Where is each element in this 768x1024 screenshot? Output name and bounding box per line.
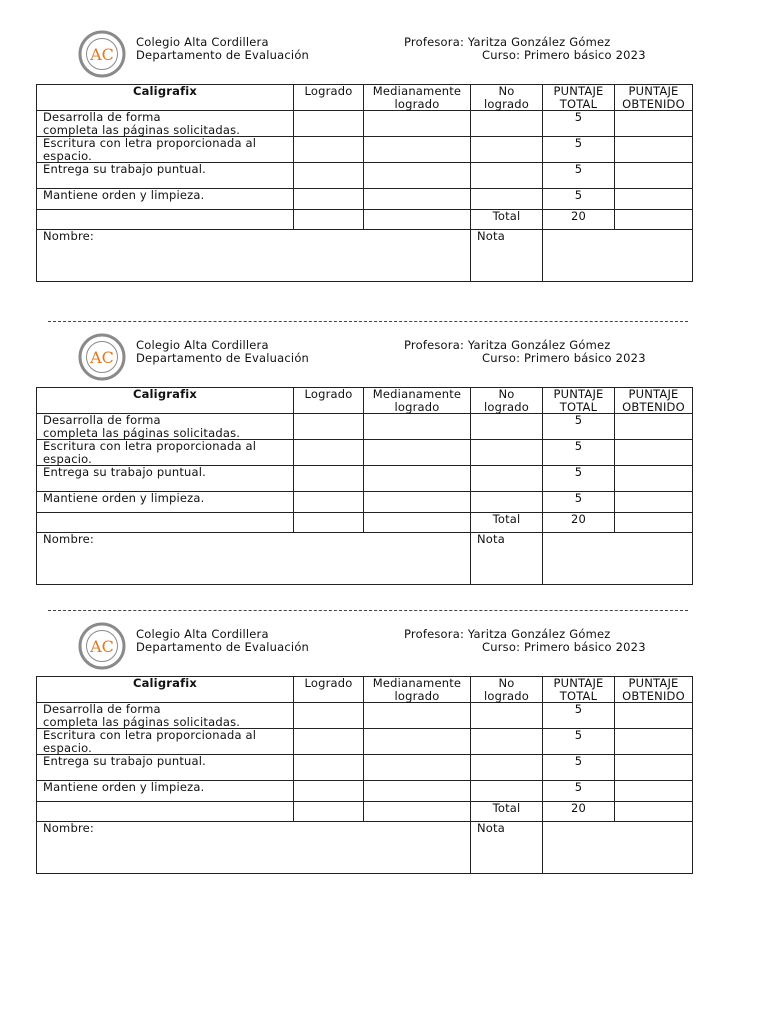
- achieved-cell[interactable]: [294, 111, 364, 137]
- teacher-name: Profesora: Yaritza González Gómez: [404, 627, 611, 641]
- criterion-cell: Entrega su trabajo puntual.: [37, 755, 294, 781]
- name-row: [37, 533, 693, 585]
- grade-label: Nota: [477, 821, 505, 835]
- column-header-text: PUNTAJE TOTAL: [553, 84, 604, 111]
- teacher-name: Profesora: Yaritza González Gómez: [404, 338, 611, 352]
- criterion-text: Escritura con letra proporcionada al espacio.: [43, 728, 257, 755]
- cut-line: [48, 610, 688, 611]
- name-row: [37, 822, 693, 874]
- not-achieved-cell[interactable]: [471, 189, 543, 210]
- rubric-block-1: [36, 30, 692, 282]
- column-header: Caligrafix: [37, 85, 294, 111]
- criterion-text: Desarrolla de forma completa las páginas solicitadas.: [43, 702, 241, 729]
- achieved-cell[interactable]: [294, 440, 364, 466]
- column-header-text: Medianamente logrado: [372, 676, 462, 703]
- teacher-info: [404, 628, 646, 654]
- total-row: [37, 802, 693, 822]
- total-label: Total: [471, 513, 543, 533]
- school-info: [136, 339, 309, 365]
- column-header: [471, 677, 543, 703]
- column-header: Caligrafix: [37, 677, 294, 703]
- column-header: [543, 85, 615, 111]
- partially-achieved-cell[interactable]: [364, 440, 471, 466]
- not-achieved-cell[interactable]: [471, 414, 543, 440]
- department-name: Departamento de Evaluación: [136, 351, 310, 365]
- table-row: [37, 440, 693, 466]
- table-row: [37, 703, 693, 729]
- not-achieved-cell[interactable]: [471, 111, 543, 137]
- name-row: [37, 230, 693, 282]
- not-achieved-cell[interactable]: [471, 440, 543, 466]
- school-logo-icon: [78, 622, 126, 670]
- name-label: Nombre:: [43, 229, 94, 243]
- column-header: [543, 677, 615, 703]
- total-points: 20: [543, 210, 615, 230]
- table-row: [37, 466, 693, 492]
- achieved-cell[interactable]: [294, 703, 364, 729]
- column-header-text: PUNTAJE TOTAL: [553, 387, 604, 414]
- obtained-cell[interactable]: [615, 111, 693, 137]
- not-achieved-cell[interactable]: [471, 137, 543, 163]
- total-obtained-cell[interactable]: [615, 802, 693, 822]
- obtained-cell[interactable]: [615, 137, 693, 163]
- partially-achieved-cell[interactable]: [364, 703, 471, 729]
- criterion-cell: [37, 440, 294, 466]
- table-row: [37, 729, 693, 755]
- grade-field[interactable]: [543, 230, 693, 282]
- criterion-cell: [37, 111, 294, 137]
- obtained-cell[interactable]: [615, 189, 693, 210]
- not-achieved-cell[interactable]: [471, 729, 543, 755]
- empty-cell: [294, 210, 364, 230]
- partially-achieved-cell[interactable]: [364, 466, 471, 492]
- column-header-text: Medianamente logrado: [372, 387, 462, 414]
- partially-achieved-cell[interactable]: [364, 163, 471, 189]
- column-header: [471, 85, 543, 111]
- criterion-cell: [37, 414, 294, 440]
- column-header-text: Medianamente logrado: [372, 84, 462, 111]
- obtained-cell[interactable]: [615, 414, 693, 440]
- course-name: Curso: Primero básico 2023: [482, 640, 646, 654]
- achieved-cell[interactable]: [294, 492, 364, 513]
- grade-label-cell: [471, 822, 543, 874]
- total-points: 20: [543, 802, 615, 822]
- partially-achieved-cell[interactable]: [364, 189, 471, 210]
- partially-achieved-cell[interactable]: [364, 492, 471, 513]
- empty-cell: [364, 802, 471, 822]
- svg-text:AC: AC: [90, 45, 114, 64]
- empty-cell: [37, 802, 294, 822]
- criterion-cell: Mantiene orden y limpieza.: [37, 189, 294, 210]
- criterion-cell: Mantiene orden y limpieza.: [37, 781, 294, 802]
- criterion-cell: [37, 729, 294, 755]
- grade-label: Nota: [477, 229, 505, 243]
- total-label: Total: [471, 802, 543, 822]
- grade-field[interactable]: [543, 822, 693, 874]
- rubric-block-2: [36, 333, 692, 585]
- points-cell: 5: [543, 755, 615, 781]
- grade-label-cell: [471, 533, 543, 585]
- column-header: [615, 388, 693, 414]
- points-cell: 5: [543, 440, 615, 466]
- school-logo-icon: [78, 30, 126, 78]
- course-name: Curso: Primero básico 2023: [482, 351, 646, 365]
- department-name: Departamento de Evaluación: [136, 48, 310, 62]
- not-achieved-cell[interactable]: [471, 755, 543, 781]
- obtained-cell[interactable]: [615, 466, 693, 492]
- not-achieved-cell[interactable]: [471, 466, 543, 492]
- grade-field[interactable]: [543, 533, 693, 585]
- grade-label: Nota: [477, 532, 505, 546]
- not-achieved-cell[interactable]: [471, 492, 543, 513]
- cut-line: [48, 321, 688, 322]
- partially-achieved-cell[interactable]: [364, 137, 471, 163]
- achieved-cell[interactable]: [294, 137, 364, 163]
- school-info: [136, 628, 309, 654]
- criterion-cell: [37, 137, 294, 163]
- partially-achieved-cell[interactable]: [364, 729, 471, 755]
- column-header: [364, 388, 471, 414]
- rubric-table: [36, 84, 693, 282]
- obtained-cell[interactable]: [615, 703, 693, 729]
- criterion-text: Escritura con letra proporcionada al espacio.: [43, 439, 257, 466]
- column-header: Logrado: [294, 85, 364, 111]
- column-header-text: No logrado: [483, 84, 530, 111]
- partially-achieved-cell[interactable]: [364, 111, 471, 137]
- rubric-table: [36, 387, 693, 585]
- rubric-table: [36, 676, 693, 874]
- criterion-cell: Entrega su trabajo puntual.: [37, 163, 294, 189]
- grade-label-cell: [471, 230, 543, 282]
- department-name: Departamento de Evaluación: [136, 640, 310, 654]
- partially-achieved-cell[interactable]: [364, 781, 471, 802]
- total-label: Total: [471, 210, 543, 230]
- points-cell: 5: [543, 781, 615, 802]
- teacher-info: [404, 36, 646, 62]
- column-header: Logrado: [294, 388, 364, 414]
- achieved-cell[interactable]: [294, 466, 364, 492]
- obtained-cell[interactable]: [615, 781, 693, 802]
- column-header: [364, 85, 471, 111]
- achieved-cell[interactable]: [294, 781, 364, 802]
- points-cell: 5: [543, 137, 615, 163]
- points-cell: 5: [543, 111, 615, 137]
- obtained-cell[interactable]: [615, 492, 693, 513]
- course-name: Curso: Primero básico 2023: [482, 48, 646, 62]
- achieved-cell[interactable]: [294, 163, 364, 189]
- criterion-cell: Entrega su trabajo puntual.: [37, 466, 294, 492]
- rubric-block-3: [36, 622, 692, 874]
- teacher-info: [404, 339, 646, 365]
- table-header-row: [37, 677, 693, 703]
- student-name-field[interactable]: [37, 822, 471, 874]
- empty-cell: [37, 513, 294, 533]
- column-header: Caligrafix: [37, 388, 294, 414]
- empty-cell: [294, 513, 364, 533]
- empty-cell: [37, 210, 294, 230]
- column-header-text: PUNTAJE TOTAL: [553, 676, 604, 703]
- not-achieved-cell[interactable]: [471, 163, 543, 189]
- total-row: [37, 210, 693, 230]
- obtained-cell[interactable]: [615, 440, 693, 466]
- achieved-cell[interactable]: [294, 729, 364, 755]
- total-row: [37, 513, 693, 533]
- achieved-cell[interactable]: [294, 755, 364, 781]
- column-header: Logrado: [294, 677, 364, 703]
- obtained-cell[interactable]: [615, 163, 693, 189]
- empty-cell: [294, 802, 364, 822]
- school-name: Colegio Alta Cordillera: [136, 627, 269, 641]
- total-points: 20: [543, 513, 615, 533]
- column-header: [471, 388, 543, 414]
- table-row: [37, 414, 693, 440]
- school-name: Colegio Alta Cordillera: [136, 35, 269, 49]
- criterion-cell: [37, 703, 294, 729]
- achieved-cell[interactable]: [294, 414, 364, 440]
- criterion-text: Desarrolla de forma completa las páginas solicitadas.: [43, 413, 241, 440]
- table-row: [37, 189, 693, 210]
- column-header: [615, 85, 693, 111]
- points-cell: 5: [543, 189, 615, 210]
- points-cell: 5: [543, 729, 615, 755]
- criterion-text: Desarrolla de forma completa las páginas solicitadas.: [43, 110, 241, 137]
- school-logo-icon: [78, 333, 126, 381]
- total-obtained-cell[interactable]: [615, 210, 693, 230]
- achieved-cell[interactable]: [294, 189, 364, 210]
- name-label: Nombre:: [43, 532, 94, 546]
- table-header-row: [37, 85, 693, 111]
- column-header: [543, 388, 615, 414]
- obtained-cell[interactable]: [615, 755, 693, 781]
- points-cell: 5: [543, 414, 615, 440]
- student-name-field[interactable]: [37, 533, 471, 585]
- partially-achieved-cell[interactable]: [364, 414, 471, 440]
- column-header-text: No logrado: [483, 676, 530, 703]
- table-row: [37, 111, 693, 137]
- empty-cell: [364, 513, 471, 533]
- table-row: [37, 781, 693, 802]
- student-name-field[interactable]: [37, 230, 471, 282]
- points-cell: 5: [543, 163, 615, 189]
- table-row: [37, 755, 693, 781]
- svg-text:AC: AC: [90, 637, 114, 656]
- partially-achieved-cell[interactable]: [364, 755, 471, 781]
- document-header: [36, 30, 692, 84]
- document-header: [36, 333, 692, 387]
- table-row: [37, 137, 693, 163]
- total-obtained-cell[interactable]: [615, 513, 693, 533]
- school-name: Colegio Alta Cordillera: [136, 338, 269, 352]
- points-cell: 5: [543, 466, 615, 492]
- table-row: [37, 492, 693, 513]
- column-header: [364, 677, 471, 703]
- name-label: Nombre:: [43, 821, 94, 835]
- column-header-text: PUNTAJE OBTENIDO: [622, 84, 685, 111]
- teacher-name: Profesora: Yaritza González Gómez: [404, 35, 611, 49]
- svg-text:AC: AC: [90, 348, 114, 367]
- criterion-text: Escritura con letra proporcionada al espacio.: [43, 136, 257, 163]
- points-cell: 5: [543, 703, 615, 729]
- column-header-text: No logrado: [483, 387, 530, 414]
- column-header-text: PUNTAJE OBTENIDO: [622, 676, 685, 703]
- table-row: [37, 163, 693, 189]
- document-header: [36, 622, 692, 676]
- table-header-row: [37, 388, 693, 414]
- not-achieved-cell[interactable]: [471, 703, 543, 729]
- not-achieved-cell[interactable]: [471, 781, 543, 802]
- points-cell: 5: [543, 492, 615, 513]
- criterion-cell: Mantiene orden y limpieza.: [37, 492, 294, 513]
- empty-cell: [364, 210, 471, 230]
- column-header-text: PUNTAJE OBTENIDO: [622, 387, 685, 414]
- school-info: [136, 36, 309, 62]
- obtained-cell[interactable]: [615, 729, 693, 755]
- column-header: [615, 677, 693, 703]
